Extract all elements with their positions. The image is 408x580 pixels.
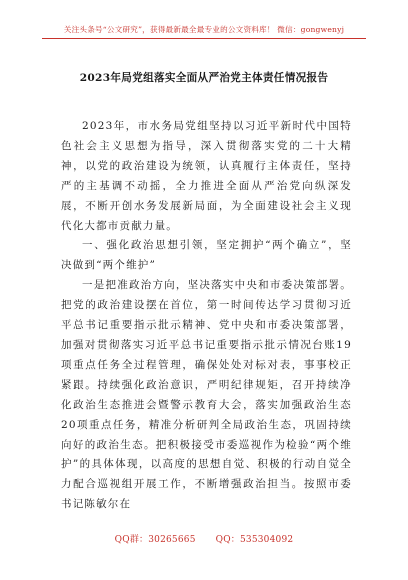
section-heading: 一、强化政治思想引领，坚定拥护“两个确立”，坚决做到“两个维护” — [61, 239, 352, 272]
document-body — [61, 117, 352, 515]
footer-qq-number: QQ：535304092 — [215, 535, 294, 545]
intro-paragraph: 2023年，市水务局党组坚持以习近平新时代中国特色社会主义思想为指导，深入贯彻落实党的二十大精神，以党的政治建设为统领，认真履行主体责任，坚持严的主基调不动摇，全力推进全面从严治党向纵深发展，不断开创水务发展新局面，为全面建设社会主义现代化大都市贡献力量。 — [61, 120, 352, 232]
footer-qq-group: QQ群：30265665 — [114, 535, 196, 545]
header-promo-text: 关注头条号“公文研究”，获得最新最全最专业的公文资料库！ 微信：gongwenyj — [63, 25, 345, 34]
footer-contact — [0, 532, 408, 545]
header-divider — [42, 38, 366, 39]
body-paragraph: 一是把准政治方向，坚决落实中央和市委决策部署。把党的政治建设摆在首位，第一时间传达学习贯彻习近平总书记重要指示批示精神、党中央和市委决策部署，加强对贯彻落实习近平总书记重要指示批示情况台账19项重点任务全过程管理，确保处处对标对表，事事校正紧跟。持续强化政治意识，严明纪律规矩，召开持续净化政治生态推进会暨警示教育大会，落实加强政治生态20项重点任务，精准分析研判全局政治生态，巩固持续向好的政治生态。把积极接受市委巡视作为检验“两个维护”的具体体现，以高度的思想自觉、积极的行动自觉全力配合巡视组开展工作，不断增强政治担当。按照市委书记陈敏尔在 — [61, 279, 352, 511]
document-title: 2023年局党组落实全面从严治党主体责任情况报告 — [79, 72, 329, 84]
